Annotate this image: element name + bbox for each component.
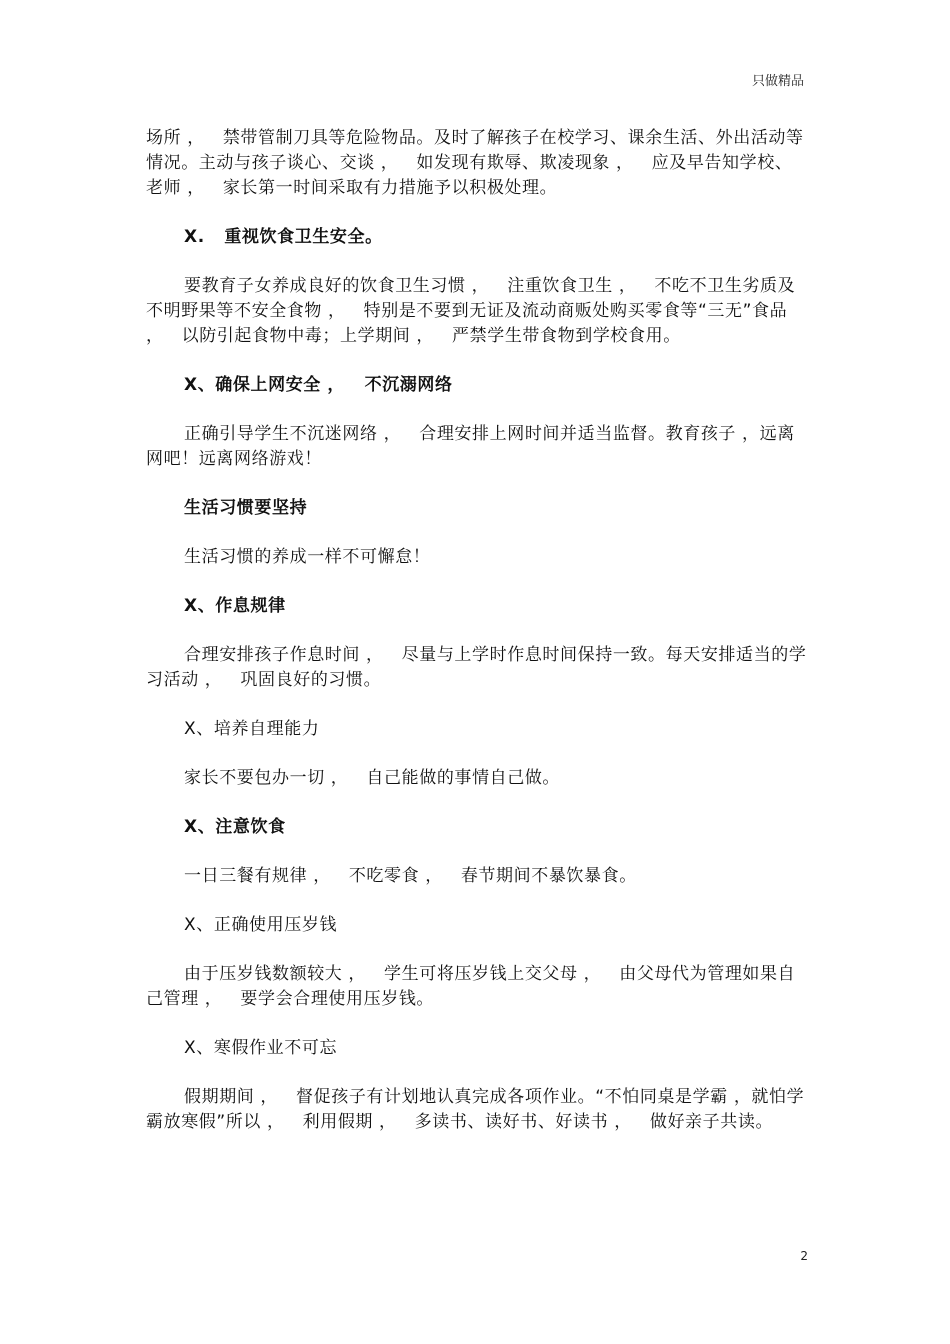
heading-food-safety: X. 重视饮食卫生安全。 [184,227,383,247]
paragraph-homework: 假期期间 ， 督促孩子有计划地认真完成各项作业。“不怕同桌是学霸 ，就怕学霸放寒假”所以 ， 利用假期 ， 多读书、读好书、好读书 ， 做好亲子共读。 [146,1087,805,1132]
paragraph-food-safety: 要教育子女养成良好的饮食卫生习惯 ， 注重饮食卫生 ， 不吃不卫生劣质及不明野果等不安全食物 ， 特别是不要到无证及流动商贩处购买零食等“三无”食品 ， 以防引起食物中毒；上学期间 ， 严禁学生带食物到学校食用。 [146,276,796,346]
paragraph-intro: 场所 ， 禁带管制刀具等危险物品。及时了解孩子在校学习、课余生活、外出活动等情况。主动与孩子谈心、交谈 ， 如发现有欺辱、欺凌现象 ， 应及早告知学校、老师 ， 家长第一时间采取有力措施予以积极处理。 [146,128,804,198]
heading-life-habits: 生活习惯要坚持 [184,498,308,518]
paragraph-lucky-money: 由于压岁钱数额较大 ， 学生可将压岁钱上交父母 ， 由父母代为管理如果自己管理 ， 要学会合理使用压岁钱。 [146,964,796,1009]
paragraph-life-habits: 生活习惯的养成一样不可懈怠！ [184,547,431,567]
heading-diet: X、注意饮食 [184,817,286,837]
heading-schedule: X、作息规律 [184,596,286,616]
heading-lucky-money: X、正确使用压岁钱 [184,915,338,935]
paragraph-schedule: 合理安排孩子作息时间 ， 尽量与上学时作息时间保持一致。每天安排适当的学习活动 ， 巩固良好的习惯。 [146,645,807,690]
heading-internet-safety: X、确保上网安全 ， 不沉溺网络 [184,375,453,395]
paragraph-diet: 一日三餐有规律 ， 不吃零食 ， 春节期间不暴饮暴食。 [184,866,637,886]
document-body [146,126,808,1159]
header-note: 只做精品 [751,74,804,89]
paragraph-self-care: 家长不要包办一切 ， 自己能做的事情自己做。 [184,768,561,788]
heading-homework: X、寒假作业不可忘 [184,1038,338,1058]
heading-self-care: X、培养自理能力 [184,719,320,739]
page-number: 2 [800,1249,808,1263]
paragraph-internet-safety: 正确引导学生不沉迷网络 ， 合理安排上网时间并适当监督。教育孩子 ，远离网吧！远离网络游戏！ [146,424,795,469]
